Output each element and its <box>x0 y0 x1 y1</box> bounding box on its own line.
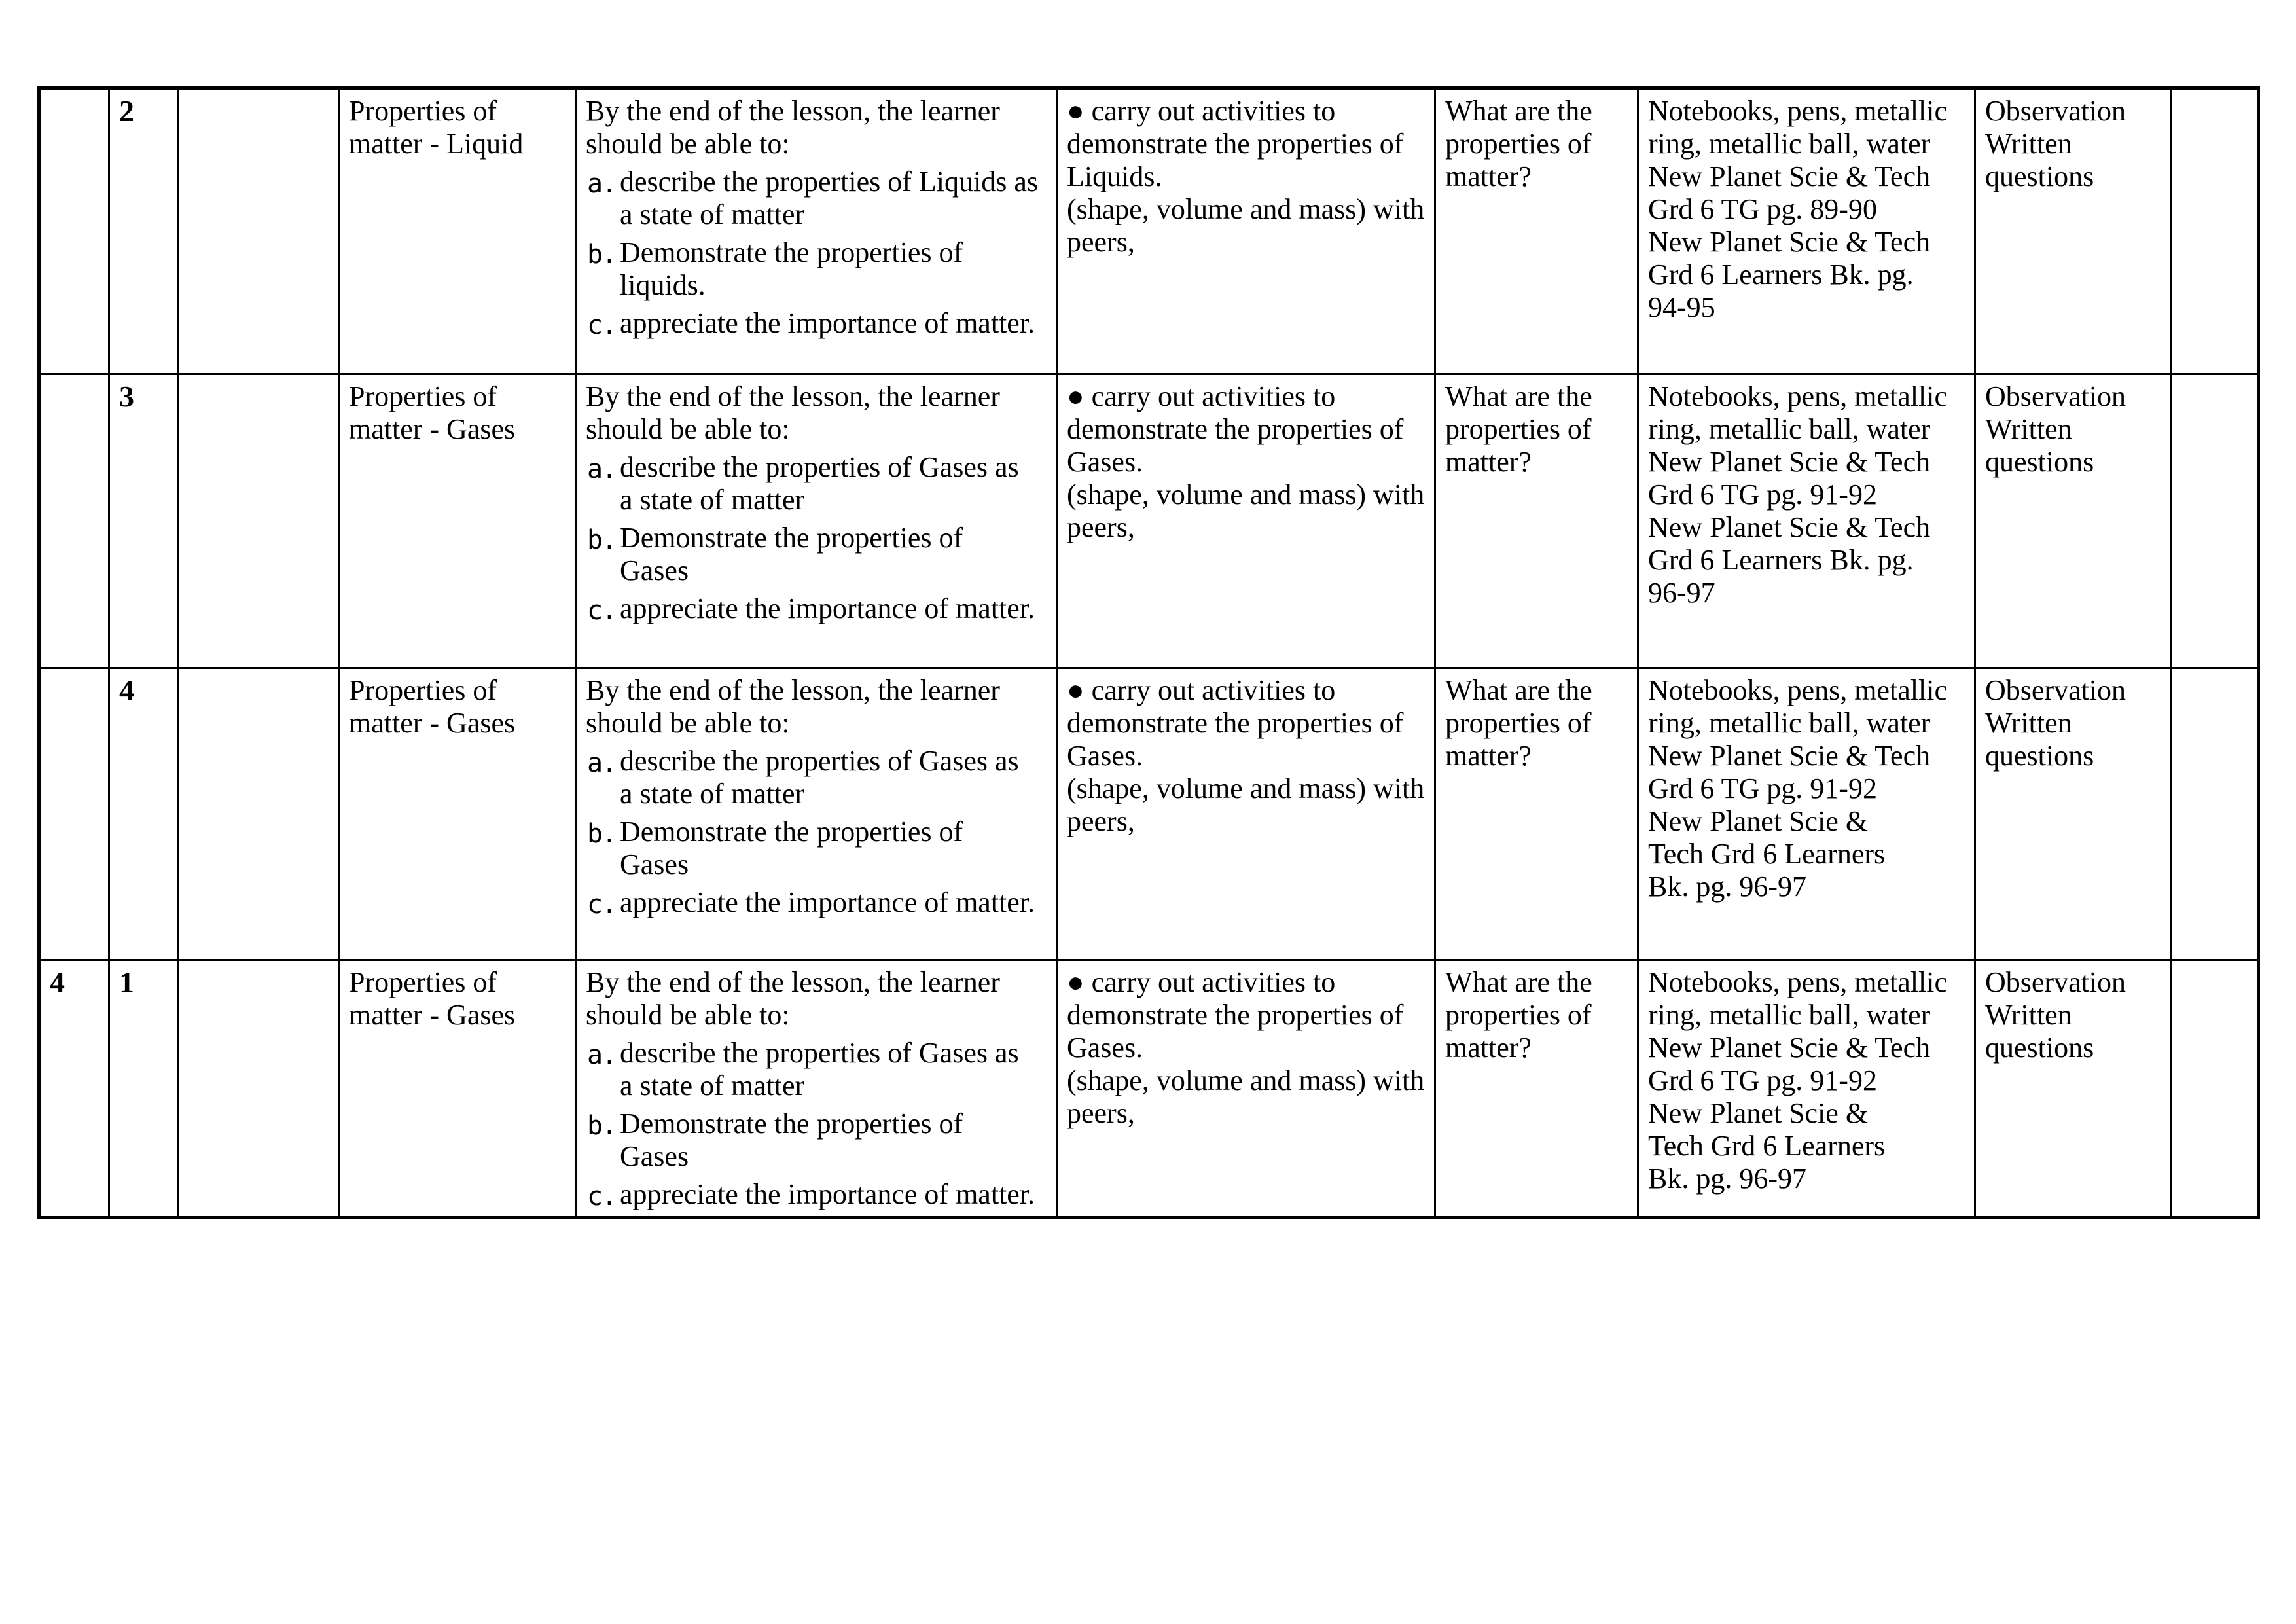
assessment-line: Observation <box>1985 966 2126 998</box>
activity-line: peers, <box>1067 511 1135 543</box>
list-marker: b. <box>587 1111 617 1141</box>
scheme-of-work-table <box>37 86 2260 1219</box>
objective-text: describe the properties of Liquids as a state of matter <box>620 166 1039 230</box>
objective-text: describe the properties of Gases as a state of matter <box>620 1037 1019 1102</box>
resource-line: Notebooks, pens, metallic <box>1648 95 1948 127</box>
activities-cell <box>1057 374 1435 668</box>
lesson-number: 1 <box>119 965 134 999</box>
resource-line: New Planet Scie & Tech <box>1648 226 1931 258</box>
list-marker: b. <box>587 240 617 270</box>
resource-line: New Planet Scie & Tech <box>1648 160 1931 192</box>
week-cell <box>39 668 109 960</box>
objective-text: Demonstrate the properties of liquids. <box>620 236 963 301</box>
objective-text: Demonstrate the properties of Gases <box>620 816 963 880</box>
activity-line: ● carry out activities to <box>1067 674 1336 706</box>
table-row <box>39 374 2259 668</box>
objective-item <box>586 745 1039 810</box>
resource-line: 94-95 <box>1648 291 1715 323</box>
assessment-line: Written <box>1985 999 2072 1031</box>
objective-item <box>586 1178 1039 1211</box>
assessment-line: Written <box>1985 128 2072 160</box>
objective-item <box>586 236 1039 302</box>
objective-item <box>586 451 1039 516</box>
assessment-text <box>1985 95 2168 193</box>
list-marker: a. <box>587 748 617 778</box>
objectives-intro: By the end of the lesson, the learner should be able to: <box>586 380 1000 445</box>
key-question: What are the properties of matter? <box>1445 966 1592 1064</box>
activities-text <box>1067 380 1431 544</box>
activity-line: ● carry out activities to <box>1067 95 1336 127</box>
objective-item <box>586 886 1039 919</box>
resource-line: Grd 6 Learners Bk. pg. <box>1648 544 1914 576</box>
week-cell <box>39 88 109 374</box>
week-cell <box>39 374 109 668</box>
objective-text: appreciate the importance of matter. <box>620 1178 1035 1210</box>
objective-item <box>586 592 1039 625</box>
activities-text <box>1067 674 1431 838</box>
remarks-cell-empty <box>2172 668 2259 960</box>
table-row <box>39 960 2259 1218</box>
empty-cell <box>178 88 339 374</box>
resource-line: Grd 6 TG pg. 91-92 <box>1648 478 1877 511</box>
objective-item <box>586 1108 1039 1173</box>
topic-cell <box>339 374 576 668</box>
assessment-line: Written <box>1985 707 2072 739</box>
resources-cell <box>1638 374 1975 668</box>
assessment-line: questions <box>1985 446 2094 478</box>
key-question-cell <box>1435 374 1638 668</box>
objectives-list <box>586 451 1053 625</box>
topic-cell <box>339 960 576 1218</box>
resource-line: ring, metallic ball, water <box>1648 999 1931 1031</box>
list-marker: b. <box>587 525 617 555</box>
objectives-cell <box>576 668 1057 960</box>
remarks-cell-empty <box>2172 374 2259 668</box>
assessment-text <box>1985 674 2168 772</box>
objective-item <box>586 816 1039 881</box>
activity-line: ● carry out activities to <box>1067 380 1336 412</box>
activity-line: Gases. <box>1067 740 1143 772</box>
key-question-cell <box>1435 668 1638 960</box>
objectives-cell <box>576 88 1057 374</box>
topic-title: Properties of matter - Gases <box>349 966 516 1031</box>
objectives-list <box>586 166 1053 340</box>
lesson-cell <box>109 88 178 374</box>
resources-cell <box>1638 668 1975 960</box>
lesson-cell <box>109 668 178 960</box>
remarks-cell-empty <box>2172 960 2259 1218</box>
resource-line: Notebooks, pens, metallic <box>1648 966 1948 998</box>
lesson-number: 4 <box>119 674 134 707</box>
objective-text: Demonstrate the properties of Gases <box>620 522 963 586</box>
objectives-intro: By the end of the lesson, the learner should be able to: <box>586 95 1000 160</box>
resource-line: Notebooks, pens, metallic <box>1648 380 1948 412</box>
list-marker: c. <box>587 1182 617 1212</box>
list-marker: a. <box>587 169 617 199</box>
key-question: What are the properties of matter? <box>1445 380 1592 478</box>
assessment-line: Written <box>1985 413 2072 445</box>
activities-cell <box>1057 668 1435 960</box>
remarks-cell-empty <box>2172 88 2259 374</box>
resource-line: Notebooks, pens, metallic <box>1648 674 1948 706</box>
resources-text <box>1648 380 1971 609</box>
key-question-cell <box>1435 88 1638 374</box>
resource-line: Grd 6 TG pg. 91-92 <box>1648 1064 1877 1096</box>
key-question: What are the properties of matter? <box>1445 95 1592 192</box>
objective-text: Demonstrate the properties of Gases <box>620 1108 963 1172</box>
resources-text <box>1648 95 1971 324</box>
resource-line: New Planet Scie & Tech <box>1648 446 1931 478</box>
objectives-list <box>586 1037 1053 1211</box>
list-marker: a. <box>587 454 617 484</box>
lesson-number: 3 <box>119 380 134 413</box>
objective-text: appreciate the importance of matter. <box>620 592 1035 624</box>
assessment-cell <box>1975 374 2172 668</box>
activity-line: Liquids. <box>1067 160 1162 192</box>
empty-cell <box>178 374 339 668</box>
objective-item <box>586 1037 1039 1102</box>
assessment-line: questions <box>1985 160 2094 192</box>
key-question: What are the properties of matter? <box>1445 674 1592 772</box>
key-question-cell <box>1435 960 1638 1218</box>
empty-cell <box>178 960 339 1218</box>
activity-line: (shape, volume and mass) with <box>1067 1064 1425 1096</box>
lesson-cell <box>109 960 178 1218</box>
lesson-number: 2 <box>119 94 134 128</box>
objective-text: appreciate the importance of matter. <box>620 886 1035 918</box>
topic-title: Properties of matter - Gases <box>349 674 516 739</box>
activities-text <box>1067 966 1431 1130</box>
objective-item <box>586 522 1039 587</box>
activity-line: demonstrate the properties of <box>1067 128 1404 160</box>
resource-line: Tech Grd 6 Learners <box>1648 838 1886 870</box>
table-row <box>39 668 2259 960</box>
topic-title: Properties of matter - Gases <box>349 380 516 445</box>
activity-line: demonstrate the properties of <box>1067 999 1404 1031</box>
activity-line: Gases. <box>1067 446 1143 478</box>
resource-line: Grd 6 Learners Bk. pg. <box>1648 259 1914 291</box>
resource-line: Bk. pg. 96-97 <box>1648 871 1806 903</box>
objectives-cell <box>576 960 1057 1218</box>
objective-text: appreciate the importance of matter. <box>620 307 1035 339</box>
resources-text <box>1648 674 1971 903</box>
activities-cell <box>1057 88 1435 374</box>
activity-line: demonstrate the properties of <box>1067 707 1404 739</box>
resources-cell <box>1638 960 1975 1218</box>
activity-line: peers, <box>1067 226 1135 258</box>
assessment-line: questions <box>1985 740 2094 772</box>
list-marker: c. <box>587 596 617 626</box>
assessment-text <box>1985 380 2168 478</box>
assessment-text <box>1985 966 2168 1064</box>
objective-item <box>586 166 1039 231</box>
week-number: 4 <box>50 965 65 999</box>
resource-line: New Planet Scie & Tech <box>1648 740 1931 772</box>
activity-line: (shape, volume and mass) with <box>1067 193 1425 225</box>
activity-line: ● carry out activities to <box>1067 966 1336 998</box>
assessment-line: Observation <box>1985 95 2126 127</box>
table-body <box>39 88 2259 1218</box>
resource-line: Tech Grd 6 Learners <box>1648 1130 1886 1162</box>
resource-line: New Planet Scie & <box>1648 1097 1869 1129</box>
resource-line: Grd 6 TG pg. 89-90 <box>1648 193 1877 225</box>
activity-line: peers, <box>1067 1097 1135 1129</box>
activities-text <box>1067 95 1431 259</box>
resources-cell <box>1638 88 1975 374</box>
resource-line: Grd 6 TG pg. 91-92 <box>1648 772 1877 804</box>
objectives-intro: By the end of the lesson, the learner should be able to: <box>586 966 1000 1031</box>
resource-line: New Planet Scie & <box>1648 805 1869 837</box>
activity-line: (shape, volume and mass) with <box>1067 772 1425 804</box>
resource-line: ring, metallic ball, water <box>1648 128 1931 160</box>
activities-cell <box>1057 960 1435 1218</box>
assessment-cell <box>1975 88 2172 374</box>
resource-line: 96-97 <box>1648 577 1715 609</box>
assessment-line: questions <box>1985 1032 2094 1064</box>
list-marker: a. <box>587 1040 617 1070</box>
activity-line: Gases. <box>1067 1032 1143 1064</box>
resource-line: ring, metallic ball, water <box>1648 707 1931 739</box>
objective-text: describe the properties of Gases as a state of matter <box>620 451 1019 516</box>
resource-line: Bk. pg. 96-97 <box>1648 1163 1806 1195</box>
activity-line: peers, <box>1067 805 1135 837</box>
resource-line: New Planet Scie & Tech <box>1648 1032 1931 1064</box>
objectives-cell <box>576 374 1057 668</box>
list-marker: c. <box>587 890 617 920</box>
assessment-line: Observation <box>1985 674 2126 706</box>
resource-line: New Planet Scie & Tech <box>1648 511 1931 543</box>
topic-cell <box>339 668 576 960</box>
assessment-cell <box>1975 960 2172 1218</box>
assessment-line: Observation <box>1985 380 2126 412</box>
empty-cell <box>178 668 339 960</box>
list-marker: b. <box>587 819 617 849</box>
topic-cell <box>339 88 576 374</box>
assessment-cell <box>1975 668 2172 960</box>
activity-line: demonstrate the properties of <box>1067 413 1404 445</box>
lesson-cell <box>109 374 178 668</box>
objective-item <box>586 307 1039 340</box>
resources-text <box>1648 966 1971 1195</box>
week-cell <box>39 960 109 1218</box>
table-row <box>39 88 2259 374</box>
activity-line: (shape, volume and mass) with <box>1067 478 1425 511</box>
objective-text: describe the properties of Gases as a state of matter <box>620 745 1019 810</box>
resource-line: ring, metallic ball, water <box>1648 413 1931 445</box>
topic-title: Properties of matter - Liquid <box>349 95 524 160</box>
list-marker: c. <box>587 310 617 340</box>
objectives-list <box>586 745 1053 919</box>
objectives-intro: By the end of the lesson, the learner should be able to: <box>586 674 1000 739</box>
